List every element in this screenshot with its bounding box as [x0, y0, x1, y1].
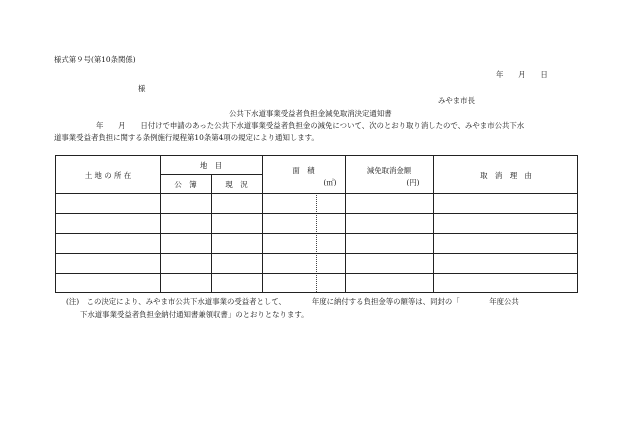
row-divider — [56, 273, 577, 274]
row-divider — [56, 253, 577, 254]
addressee-suffix: 様 — [138, 84, 146, 93]
header-location: 土 地 の 所 在 — [84, 171, 132, 180]
body-line-1: 年 月 日付けで申請のあった公共下水道事業受益者負担金の減免について、次のとおり取り消したので、みやま市公共下水 — [96, 121, 525, 130]
note-line-2: 下水道事業受益者負担金納付通知書兼領収書」のとおりとなります。 — [80, 310, 309, 319]
header-exemption-cancel-amount: 減免取消金額 — [366, 166, 412, 175]
header-area-unit: (㎡) — [323, 178, 337, 187]
issuer-name: みやま市長 — [438, 96, 475, 105]
header-official-register: 公 簿 — [174, 180, 197, 189]
header-current-state: 現 況 — [225, 180, 248, 189]
document-title: 公共下水道事業受益者負担金減免取消決定通知書 — [229, 109, 392, 118]
body-line-2: 道事業受益者負担に関する条例施行規程第10条第4項の規定により通知します。 — [54, 133, 319, 142]
header-amount-unit: (円) — [406, 178, 420, 187]
form-number: 様式第９号(第10条関係) — [54, 55, 136, 64]
header-cancel-reason: 取 消 理 由 — [480, 171, 532, 180]
column-divider — [345, 156, 346, 292]
header-land-category: 地 目 — [199, 161, 223, 170]
column-divider — [160, 156, 161, 292]
cancellation-table — [55, 155, 578, 293]
column-divider — [262, 156, 263, 292]
date-line: 年 月 日 — [496, 70, 548, 79]
header-area: 面 積 — [292, 166, 315, 175]
note-line-1: (注) この決定により、みやま市公共下水道事業の受益者として、 年度に納付する負担金等の額等は、同封の「 年度公共 — [66, 297, 519, 306]
subheader-divider — [160, 174, 262, 175]
row-divider — [56, 213, 577, 214]
row-divider — [56, 193, 577, 194]
area-decimal-divider — [316, 193, 317, 292]
row-divider — [56, 233, 577, 234]
